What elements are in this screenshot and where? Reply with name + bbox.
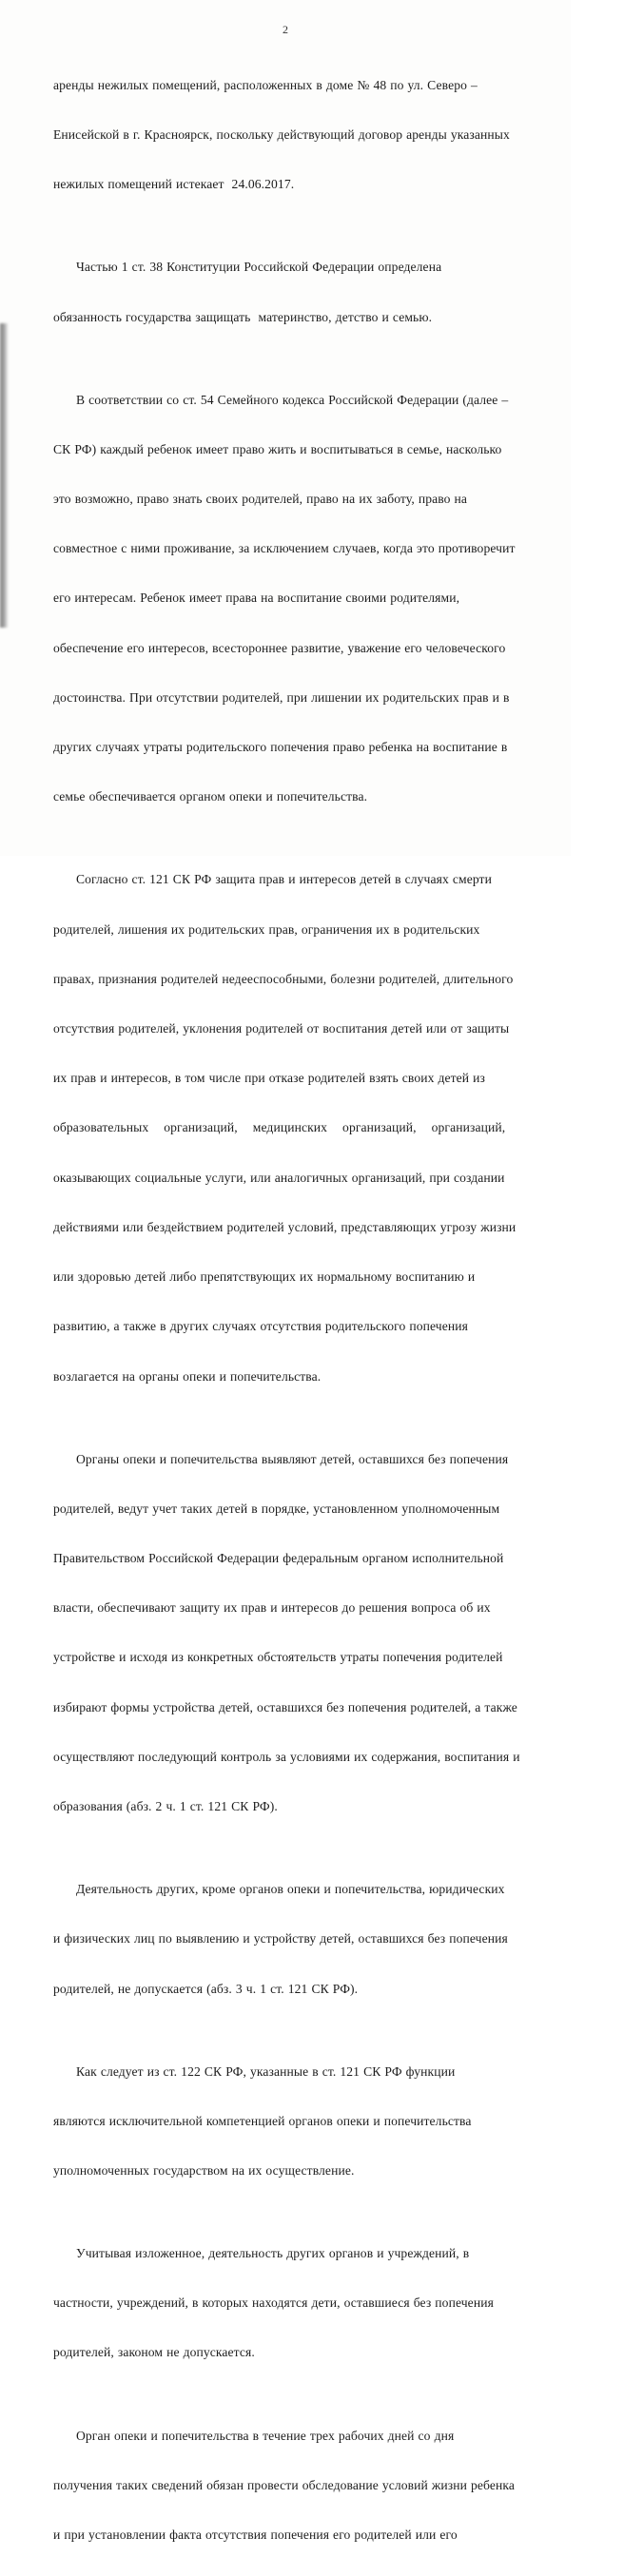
- text-line: совместное с ними проживание, за исключением случаев, когда это противоречит: [53, 541, 516, 556]
- paragraph-lease: [53, 44, 624, 225]
- text-line: образования (абз. 2 ч. 1 ст. 121 СК РФ).: [53, 1799, 278, 1814]
- text-line: Правительством Российской Федерации федеральным органом исполнительной: [53, 1550, 504, 1565]
- text-line: оказывающих социальные услуги, или аналогичных организаций, при создании: [53, 1170, 505, 1185]
- text-line: родителей, не допускается (абз. 3 ч. 1 ст. 121 СК РФ).: [53, 1981, 359, 1996]
- text-line: развитию, а также в других случаях отсутствия родительского попечения: [53, 1319, 468, 1334]
- paragraph-family-code-122: [53, 2030, 624, 2212]
- text-line: образовательных организаций, медицинских организаций, организаций,: [53, 1120, 506, 1135]
- text-line: и физических лиц по выявлению и устройству детей, оставшихся без попечения: [53, 1931, 508, 1947]
- paragraph-conclusion: [53, 2212, 624, 2393]
- text-line: Частью 1 ст. 38 Конституции Российской Федерации определена: [53, 260, 442, 275]
- text-line: являются исключительной компетенцией органов опеки и попечительства: [53, 2113, 472, 2128]
- text-line: устройстве и исходя из конкретных обстоятельств утраты попечения родителей: [53, 1650, 503, 1665]
- text-line: родителей, лишения их родительских прав, ограничения их в родительских: [53, 921, 480, 937]
- paragraph-inspection: [53, 2394, 624, 2576]
- scan-shadow: [0, 323, 9, 628]
- paragraph-guardianship-bodies: [53, 1418, 624, 1849]
- text-line: избирают формы устройства детей, оставшихся без попечения родителей, а также: [53, 1699, 517, 1714]
- text-line: обеспечение его интересов, всестороннее развитие, уважение его человеческого: [53, 640, 506, 655]
- text-line: его интересам. Ребенок имеет права на воспитание своими родителями,: [53, 591, 460, 606]
- text-line: других случаях утраты родительского попечения право ребенка на воспитание в: [53, 740, 508, 755]
- text-line: или здоровью детей либо препятствующих их нормальному воспитанию и: [53, 1269, 476, 1285]
- text-line: родителей, ведут учет таких детей в порядке, установленном уполномоченным: [53, 1501, 500, 1516]
- text-line: их прав и интересов, в том числе при отказе родителей взять своих детей из: [53, 1071, 486, 1086]
- text-line: Органы опеки и попечительства выявляют детей, оставшихся без попечения: [53, 1451, 509, 1466]
- text-line: обязанность государства защищать материнство, детство и семью.: [53, 309, 433, 324]
- text-line: и при установлении факта отсутствия попечения его родителей или его: [53, 2527, 458, 2542]
- text-line: осуществляют последующий контроль за условиями их содержания, воспитания и: [53, 1749, 520, 1764]
- text-line: Енисейской в г. Красноярск, поскольку действующий договор аренды указанных: [53, 127, 510, 143]
- text-line: получения таких сведений обязан провести обследование условий жизни ребенка: [53, 2477, 516, 2492]
- text-line: Согласно ст. 121 СК РФ защита прав и интересов детей в случаях смерти: [53, 872, 492, 887]
- paragraph-family-code-54: [53, 358, 624, 839]
- text-line: родителей, законом не допускается.: [53, 2345, 255, 2360]
- text-line: правах, признания родителей недееспособными, болезни родителей, длительного: [53, 971, 514, 986]
- paragraph-constitution: [53, 225, 624, 358]
- page-number: 2: [283, 23, 288, 36]
- text-line: Как следует из ст. 122 СК РФ, указанные в ст. 121 СК РФ функции: [53, 2063, 456, 2079]
- text-line: власти, обеспечивают защиту их прав и интересов до решения вопроса об их: [53, 1600, 491, 1616]
- text-line: аренды нежилых помещений, расположенных в доме № 48 по ул. Северо –: [53, 77, 478, 92]
- text-line: это возможно, право знать своих родителей, право на их заботу, право на: [53, 491, 468, 506]
- text-line: возлагается на органы опеки и попечительства.: [53, 1368, 322, 1384]
- text-line: семье обеспечивается органом опеки и попечительства.: [53, 789, 368, 804]
- text-line: Орган опеки и попечительства в течение трех рабочих дней со дня: [53, 2428, 455, 2443]
- document-body: [53, 44, 624, 2576]
- paragraph-other-persons: [53, 1848, 624, 2029]
- text-line: В соответствии со ст. 54 Семейного кодекса Российской Федерации (далее –: [53, 392, 509, 407]
- text-line: уполномоченных государством на их осуществление.: [53, 2163, 355, 2178]
- text-line: Деятельность других, кроме органов опеки и попечительства, юридических: [53, 1882, 505, 1897]
- text-line: отсутствия родителей, уклонения родителей от воспитания детей или от защиты: [53, 1020, 510, 1036]
- text-line: нежилых помещений истекает 24.06.2017.: [53, 177, 295, 192]
- text-line: действиями или бездействием родителей условий, представляющих угрозу жизни: [53, 1219, 517, 1234]
- paragraph-family-code-121: [53, 839, 624, 1418]
- text-line: Учитывая изложенное, деятельность других органов и учреждений, в: [53, 2246, 470, 2261]
- text-line: достоинства. При отсутствии родителей, при лишении их родительских прав и в: [53, 689, 510, 705]
- text-line: СК РФ) каждый ребенок имеет право жить и воспитываться в семье, насколько: [53, 441, 502, 456]
- text-line: частности, учреждений, в которых находятся дети, оставшиеся без попечения: [53, 2295, 494, 2311]
